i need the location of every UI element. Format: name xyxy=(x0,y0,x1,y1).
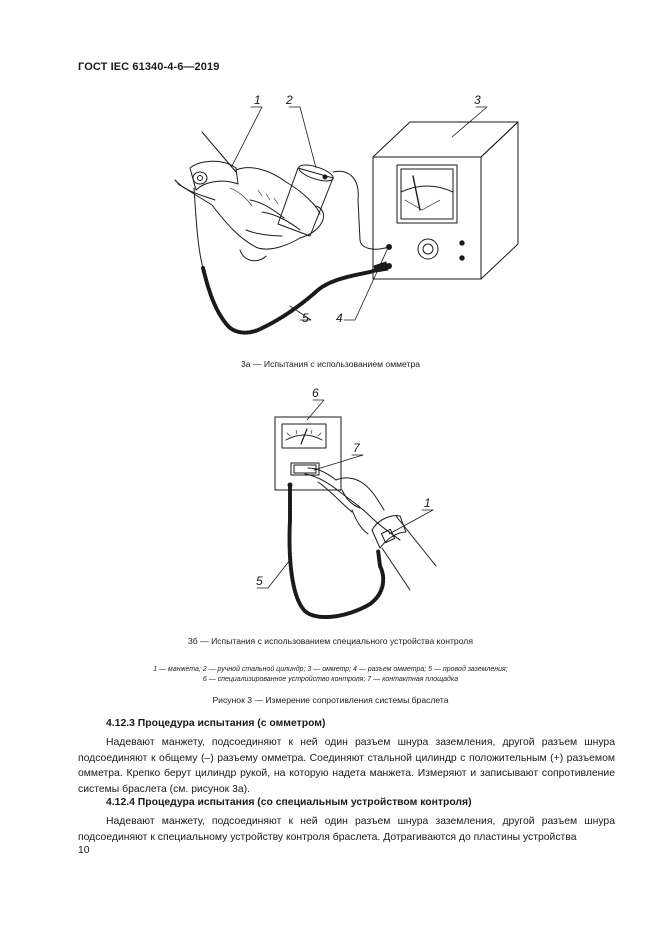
label-a-4: 4 xyxy=(336,311,343,325)
label-b-7: 7 xyxy=(353,441,360,455)
ground-wire xyxy=(194,188,389,333)
ground-wire-b xyxy=(290,487,384,617)
figure-legend-line-2: 6 — специализированное устройство контроля; 7 — контактная площадка xyxy=(202,676,459,683)
leader-lines-3b xyxy=(257,400,433,588)
paragraph: Надевают манжету, подсоединяют к ней один разъем шнура заземления, другой разъем шнура подсоединяют к общему (–) разъему омметра. Соединяют стальной цилиндр с положительным (+) разъемом омметра. Крепко берут цилиндр рукой, на которую надета манжета. Измеряют и записывают сопротивление системы браслета (см. рисунок 3а). xyxy=(78,737,615,795)
section-heading-4-12-4: 4.12.4 Процедура испытания (со специальным устройством контроля) xyxy=(106,797,472,808)
steel-cylinder xyxy=(278,162,389,249)
caption-3b: 3б — Испытания с использованием специального устройства контроля xyxy=(188,636,473,646)
section-text-4-12-4 xyxy=(78,814,615,845)
control-device xyxy=(275,417,341,490)
caption-3a: 3а — Испытания с использованием омметра xyxy=(240,359,421,369)
label-b-1: 1 xyxy=(424,496,431,510)
hand-with-cuff-b xyxy=(305,468,436,590)
page-number: 10 xyxy=(78,845,90,856)
label-a-3: 3 xyxy=(474,93,481,107)
label-b-6: 6 xyxy=(312,386,319,400)
hand-with-cuff xyxy=(175,132,324,261)
section-heading-4-12-3: 4.12.3 Процедура испытания (с омметром) xyxy=(106,718,326,729)
label-a-5: 5 xyxy=(302,311,309,325)
label-a-1: 1 xyxy=(254,93,261,107)
figure-title: Рисунок 3 — Измерение сопротивления системы браслета xyxy=(212,695,449,705)
ohmmeter-box xyxy=(373,122,518,279)
paragraph: Надевают манжету, подсоединяют к ней один разъем шнура заземления, другой разъем шнура подсоединяют к специальному устройству контроля браслета. Дотрагиваются до пластины устройства xyxy=(78,816,615,843)
figure-legend-line-1: 1 — манжета; 2 — ручной стальной цилиндр; 3 — омметр; 4 — разъем омметра; 5 — провод заземления; xyxy=(153,666,508,673)
label-b-5: 5 xyxy=(256,574,263,588)
document-header: ГОСТ IEC 61340-4-6—2019 xyxy=(78,61,220,73)
label-a-2: 2 xyxy=(286,93,293,107)
section-text-4-12-3 xyxy=(78,735,615,797)
